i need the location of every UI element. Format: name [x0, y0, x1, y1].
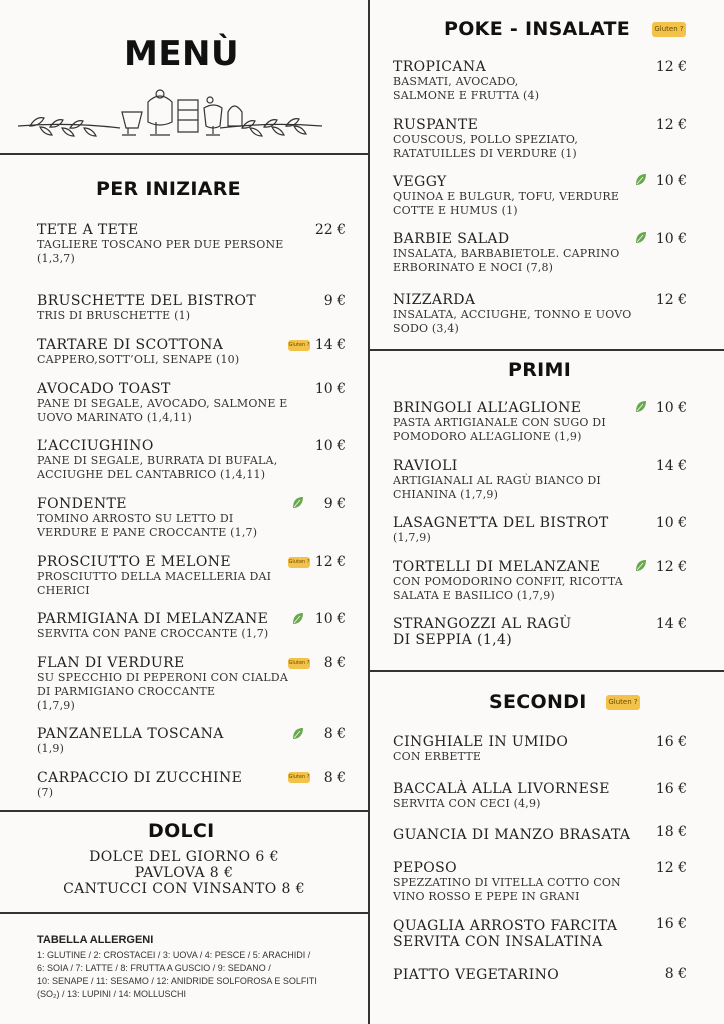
section-title-per-iniziare: PER INIZIARE — [96, 178, 241, 200]
item-name: TARTARE DI SCOTTONA — [37, 337, 224, 353]
menu-item — [393, 400, 648, 444]
menu-item — [37, 293, 297, 323]
item-price: 10 € — [655, 400, 687, 416]
item-price: 8 € — [323, 726, 346, 742]
item-price: 12 € — [655, 559, 687, 575]
item-name: STRANGOZZI AL RAGÙ — [393, 616, 572, 632]
item-name: PEPOSO — [393, 860, 458, 876]
item-name-continued: DI SEPPIA — [393, 632, 473, 648]
section-divider — [369, 349, 724, 351]
item-name: VEGGY — [393, 174, 447, 190]
item-price: 10 € — [314, 381, 346, 397]
menu-item — [393, 967, 648, 983]
item-price: 18 € — [655, 824, 687, 840]
item-description: INSALATA, ACCIUGHE, TONNO E UOVO SODO (3,4) — [393, 308, 632, 335]
gluten-badge: Gluten ? — [288, 557, 310, 568]
item-price: 12 € — [655, 292, 687, 308]
item-description: CON POMODORINO CONFIT, RICOTTA SALATA E BASILICO (1,7,9) — [393, 575, 623, 602]
menu-item — [393, 174, 648, 218]
menu-item — [37, 337, 287, 367]
item-price: 10 € — [655, 515, 687, 531]
gluten-badge: Gluten ? — [288, 340, 310, 351]
item-name: PANZANELLA TOSCANA — [37, 726, 224, 742]
item-description: PROSCIUTTO DELLA MACELLERIA DAI CHERICI — [37, 570, 272, 597]
menu-item — [393, 59, 648, 103]
dessert-line: PAVLOVA 8 € — [134, 865, 234, 881]
item-allergens: (1,3,7) — [37, 252, 75, 265]
item-price: 12 € — [655, 59, 687, 75]
item-price: 16 € — [655, 734, 687, 750]
item-description: INSALATA, BARBABIETOLE. CAPRINO ERBORINATO E NOCI (7,8) — [393, 247, 620, 274]
section-title-dolci: DOLCI — [148, 820, 215, 842]
section-title-primi: PRIMI — [508, 359, 572, 381]
section-title-poke: POKE - INSALATE — [444, 18, 631, 40]
item-price: 12 € — [655, 117, 687, 133]
item-price: 14 € — [655, 458, 687, 474]
menu-item — [393, 734, 648, 764]
item-name: CARPACCIO DI ZUCCHINE — [37, 770, 243, 786]
item-name: LASAGNETTA DEL BISTROT — [393, 515, 609, 531]
item-price: 10 € — [655, 231, 687, 247]
menu-item — [393, 231, 648, 275]
item-description: SERVITA CON PANE CROCCANTE (1,7) — [37, 627, 269, 640]
menu-item — [393, 292, 658, 336]
item-price: 9 € — [323, 293, 346, 309]
menu-item — [37, 496, 287, 540]
item-description: (1,7,9) — [393, 531, 431, 544]
menu-item — [393, 781, 648, 811]
section-divider — [0, 810, 368, 812]
item-name: BARBIE SALAD — [393, 231, 510, 247]
item-name: PIATTO VEGETARINO — [393, 967, 560, 983]
item-description: CAPPERO,SOTT’OLI, SENAPE (10) — [37, 353, 240, 366]
item-description: SPEZZATINO DI VITELLA COTTO CON VINO ROSSO E PEPE IN GRANI — [393, 876, 621, 903]
item-name: FONDENTE — [37, 496, 127, 512]
item-name: QUAGLIA ARROSTO FARCITA — [393, 918, 618, 934]
item-description: ARTIGIANALI AL RAGÙ BIANCO DI CHIANINA (1,7,9) — [393, 474, 601, 501]
item-description: PANE DI SEGALE, BURRATA DI BUFALA, ACCIUGHE DEL CANTABRICO (1,4,11) — [37, 454, 278, 481]
item-price: 14 € — [314, 337, 346, 353]
item-name: TROPICANA — [393, 59, 487, 75]
item-description: SERVITA CON CECI (4,9) — [393, 797, 541, 810]
menu-item — [393, 559, 655, 603]
item-name: BRINGOLI ALL’AGLIONE — [393, 400, 582, 416]
right-column — [369, 0, 724, 1024]
menu-item — [393, 616, 648, 648]
menu-item — [393, 918, 648, 950]
menu-item — [37, 770, 287, 800]
item-name: TETE A TETE — [37, 222, 139, 238]
item-description: BASMATI, AVOCADO, SALMONE E FRUTTA (4) — [393, 75, 540, 102]
item-description: COUSCOUS, POLLO SPEZIATO, RATATUILLES DI VERDURE (1) — [393, 133, 579, 160]
item-description: (1,9) — [37, 742, 65, 755]
menu-title: MENÙ — [124, 34, 240, 74]
dessert-line: CANTUCCI CON VINSANTO 8 € — [63, 881, 305, 897]
allergen-line: 10: SENAPE / 11: SESAMO / 12: ANIDRIDE SOLFOROSA E SOLFITI — [37, 976, 317, 986]
item-price: 8 € — [323, 770, 346, 786]
menu-item — [37, 726, 287, 756]
item-price: 16 € — [655, 781, 687, 797]
gluten-badge: Gluten ? — [288, 772, 310, 783]
allergen-table-title: TABELLA ALLERGENI — [37, 934, 154, 946]
item-price: 14 € — [655, 616, 687, 632]
dessert-line: DOLCE DEL GIORNO 6 € — [89, 849, 279, 865]
allergen-line: (SO₂) / 13: LUPINI / 14: MOLLUSCHI — [37, 989, 187, 999]
item-description: TOMINO ARROSTO SU LETTO DI VERDURE E PANE CROCCANTE (1,7) — [37, 512, 258, 539]
item-price: 16 € — [655, 916, 687, 932]
item-name: PROSCIUTTO E MELONE — [37, 554, 232, 570]
item-description: CON ERBETTE — [393, 750, 482, 763]
menu-item — [37, 655, 299, 713]
item-name: NIZZARDA — [393, 292, 476, 308]
section-title-secondi: SECONDI — [489, 691, 587, 713]
menu-item — [393, 515, 648, 545]
item-name: AVOCADO TOAST — [37, 381, 171, 397]
menu-item — [393, 117, 648, 161]
decorative-illustration — [10, 82, 330, 142]
item-name: RAVIOLI — [393, 458, 458, 474]
item-description: PASTA ARTIGIANALE CON SUGO DI POMODORO ALL’AGLIONE (1,9) — [393, 416, 606, 443]
item-name-continued: SERVITA CON INSALATINA — [393, 934, 603, 950]
item-description: QUINOA E BULGUR, TOFU, VERDURE COTTE E HUMUS (1) — [393, 190, 620, 217]
item-price: 10 € — [314, 611, 346, 627]
item-name: L’ACCIUGHINO — [37, 438, 154, 454]
menu-item — [37, 611, 287, 641]
item-price: 8 € — [323, 655, 346, 671]
item-price: 9 € — [323, 496, 346, 512]
gluten-badge: Gluten ? — [652, 22, 686, 37]
menu-item — [37, 381, 299, 425]
menu-item — [393, 860, 648, 904]
menu-item — [37, 222, 297, 266]
item-allergens: (1,4) — [476, 632, 513, 648]
item-price: 8 € — [664, 966, 687, 982]
gluten-badge: Gluten ? — [606, 695, 640, 710]
item-name: PARMIGIANA DI MELANZANE — [37, 611, 269, 627]
item-description: TAGLIERE TOSCANO PER DUE PERSONE — [37, 238, 284, 251]
section-divider — [0, 912, 368, 914]
item-description: SU SPECCHIO DI PEPERONI CON CIALDA DI PARMIGIANO CROCCANTE — [37, 671, 288, 698]
item-description: TRIS DI BRUSCHETTE (1) — [37, 309, 191, 322]
menu-item — [37, 554, 299, 598]
item-name-line2 — [393, 632, 648, 648]
item-description: PANE DI SEGALE, AVOCADO, SALMONE E UOVO MARINATO (1,4,11) — [37, 397, 288, 424]
item-name: BRUSCHETTE DEL BISTROT — [37, 293, 257, 309]
menu-item — [37, 438, 299, 482]
section-divider — [0, 153, 368, 155]
menu-item — [393, 827, 648, 843]
section-divider — [369, 670, 724, 672]
menu-item — [393, 458, 648, 502]
item-name: CINGHIALE IN UMIDO — [393, 734, 569, 750]
item-price: 22 € — [314, 222, 346, 238]
item-price: 10 € — [314, 438, 346, 454]
gluten-badge: Gluten ? — [288, 658, 310, 669]
allergen-line: 6: SOIA / 7: LATTE / 8: FRUTTA A GUSCIO / 9: SEDANO / — [37, 963, 271, 973]
item-price: 10 € — [655, 173, 687, 189]
item-name: GUANCIA DI MANZO BRASATA — [393, 827, 631, 843]
item-name: BACCALÀ ALLA LIVORNESE — [393, 781, 610, 797]
item-name: FLAN DI VERDURE — [37, 655, 185, 671]
allergen-line: 1: GLUTINE / 2: CROSTACEI / 3: UOVA / 4: PESCE / 5: ARACHIDI / — [37, 950, 311, 960]
item-price: 12 € — [314, 554, 346, 570]
item-name: TORTELLI DI MELANZANE — [393, 559, 601, 575]
item-description: (7) — [37, 786, 54, 799]
item-price: 12 € — [655, 860, 687, 876]
item-name: RUSPANTE — [393, 117, 479, 133]
item-allergens: (1,7,9) — [37, 699, 75, 712]
